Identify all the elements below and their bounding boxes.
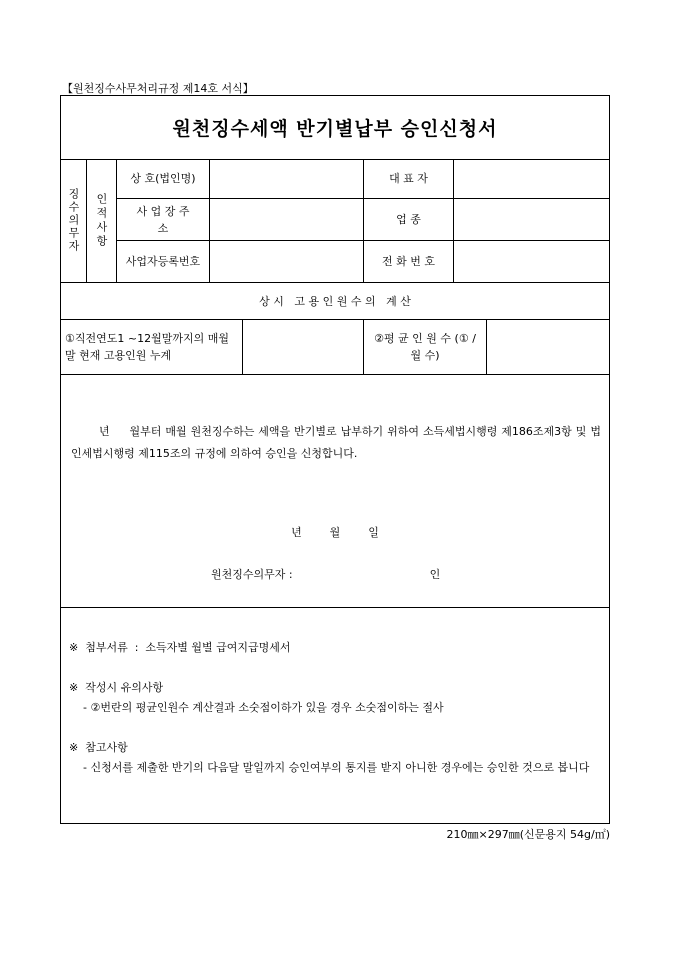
- identity-label: 인적사항: [95, 192, 108, 249]
- title-row: [61, 96, 609, 160]
- applicant-label: 원천징수의무자 :: [211, 568, 293, 581]
- cumulative-label: ①직전연도1 ~12월말까지의 매월말 현재 고용인원 누계: [65, 332, 229, 362]
- regno-label: 사업자등록번호: [125, 255, 201, 268]
- application-form: [60, 95, 610, 824]
- phone-label: 전 화 번 호: [382, 255, 435, 268]
- representative-field[interactable]: [454, 159, 609, 199]
- representative-label-cell: [364, 159, 454, 199]
- identity-vertical-label: [87, 159, 117, 283]
- caution-item: - ②번란의 평균인원수 계산결과 소숫점이하가 있을 경우 소숫점이하는 절사: [83, 701, 444, 714]
- application-date: 년 월 일: [291, 526, 379, 539]
- company-label-cell: [117, 159, 210, 199]
- address-label-cell: [117, 199, 210, 241]
- average-field[interactable]: [487, 320, 609, 375]
- calc-heading-row: [61, 283, 609, 320]
- paper-spec: 210㎜×297㎜(신문용지 54g/㎡): [446, 828, 610, 841]
- company-label: 상 호(법인명): [130, 172, 196, 185]
- obligor-label: 징수의무자: [67, 188, 80, 253]
- address-label: 사 업 장 주 소: [136, 204, 190, 235]
- cumulative-field[interactable]: [243, 320, 364, 375]
- address-field[interactable]: [210, 199, 364, 241]
- obligor-vertical-label: [61, 159, 87, 283]
- regno-label-cell: [117, 241, 210, 283]
- industry-label: 업 종: [396, 213, 421, 226]
- cumulative-label-cell: [61, 320, 243, 375]
- application-statement: 년 월부터 매월 원천징수하는 세액을 반기별로 납부하기 위하여 소득세법시행령 제186조제3항 및 법인세법시행령 제115조의 규정에 의하여 승인을 신청합니다.: [71, 425, 601, 460]
- regno-field[interactable]: [210, 241, 364, 283]
- industry-field[interactable]: [454, 199, 609, 241]
- caution-title: ※ 작성시 유의사항: [69, 681, 164, 694]
- seal-mark: 인: [429, 568, 441, 581]
- phone-field[interactable]: [454, 241, 609, 283]
- industry-label-cell: [364, 199, 454, 241]
- calc-heading: 상 시 고 용 인 원 수 의 계 산: [259, 294, 411, 308]
- phone-label-cell: [364, 241, 454, 283]
- average-label-cell: [364, 320, 487, 375]
- page-title: 원천징수세액 반기별납부 승인신청서: [172, 118, 498, 140]
- reference-title: ※ 참고사항: [69, 741, 128, 754]
- company-field[interactable]: [210, 159, 364, 199]
- applicant-line: [211, 566, 440, 582]
- form-caption: 【원천징수사무처리규정 제14호 서식】: [62, 82, 254, 95]
- representative-label: 대 표 자: [389, 172, 428, 185]
- attachment-note: ※ 첨부서류 : 소득자별 월별 급여지급명세서: [69, 641, 291, 654]
- reference-item: - 신청서를 제출한 반기의 다음달 말일까지 승인여부의 통지를 받지 아니한 경우에는 승인한 것으로 봅니다: [83, 761, 590, 774]
- notes-section: [61, 607, 609, 824]
- average-label: ②평 균 인 원 수 (① /월 수): [374, 332, 476, 362]
